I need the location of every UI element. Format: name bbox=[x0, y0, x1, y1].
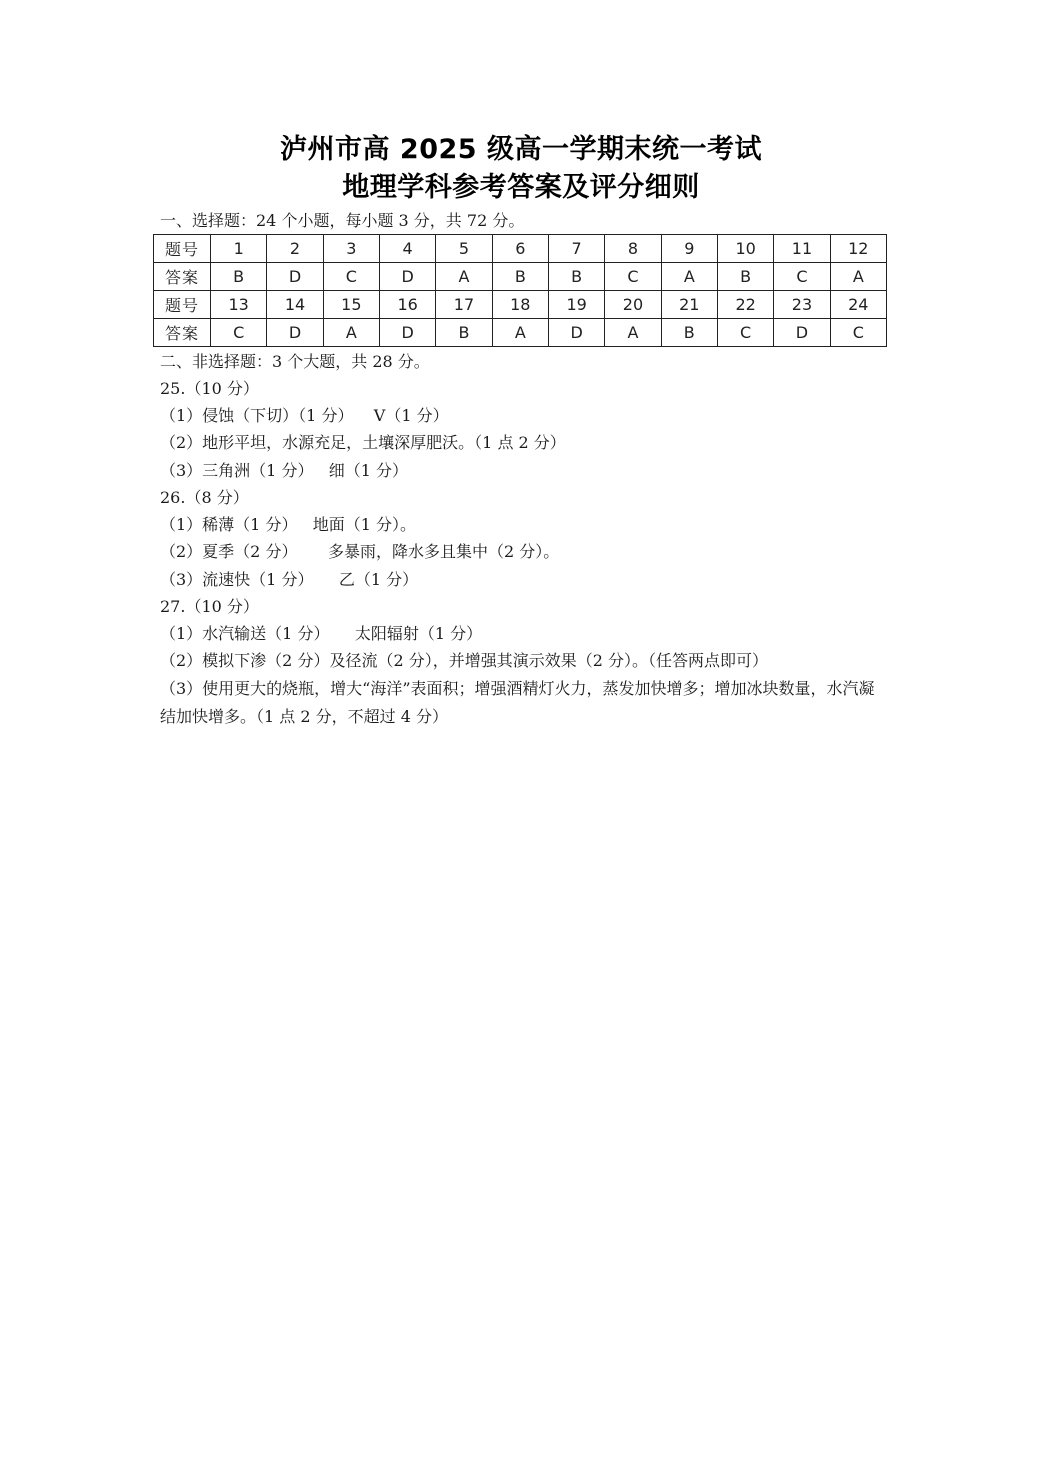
question-number: 20 bbox=[605, 291, 661, 319]
question-number: 24 bbox=[830, 291, 886, 319]
answer-table bbox=[153, 234, 887, 347]
answer-cell: C bbox=[774, 263, 830, 291]
q27-answer-3: （3）使用更大的烧瓶，增大“海洋”表面积；增强酒精灯火力，蒸发加快增多；增加冰块数量，水汽凝结加快增多。（1 点 2 分，不超过 4 分） bbox=[160, 679, 875, 726]
row-label-question: 题号 bbox=[154, 291, 211, 319]
answer-cell: B bbox=[211, 263, 267, 291]
answer-cell: D bbox=[267, 319, 323, 347]
q26-answer-2: （2）夏季（2 分） 多暴雨，降水多且集中（2 分）。 bbox=[160, 542, 560, 561]
table-row-numbers-2 bbox=[154, 291, 887, 319]
answer-cell: C bbox=[830, 319, 886, 347]
answer-cell: C bbox=[211, 319, 267, 347]
question-number: 12 bbox=[830, 235, 886, 263]
question-number: 22 bbox=[717, 291, 773, 319]
answer-cell: B bbox=[492, 263, 548, 291]
question-number: 9 bbox=[661, 235, 717, 263]
answer-cell: D bbox=[379, 319, 435, 347]
answer-cell: A bbox=[830, 263, 886, 291]
q25-answer-1: （1）侵蚀（下切）（1 分） V（1 分） bbox=[160, 406, 449, 425]
question-number: 8 bbox=[605, 235, 661, 263]
answer-cell: A bbox=[323, 319, 379, 347]
answer-cell: C bbox=[323, 263, 379, 291]
table-row-numbers-1 bbox=[154, 235, 887, 263]
row-label-answer: 答案 bbox=[154, 263, 211, 291]
table-row-answers-1 bbox=[154, 263, 887, 291]
question-number: 5 bbox=[436, 235, 492, 263]
answer-cell: D bbox=[267, 263, 323, 291]
answer-cell: A bbox=[436, 263, 492, 291]
section2-heading: 二、非选择题：3 个大题，共 28 分。 bbox=[160, 352, 430, 371]
question-number: 2 bbox=[267, 235, 323, 263]
row-label-answer: 答案 bbox=[154, 319, 211, 347]
answer-cell: B bbox=[548, 263, 604, 291]
q27-heading: 27.（10 分） bbox=[160, 597, 259, 616]
question-number: 11 bbox=[774, 235, 830, 263]
question-number: 6 bbox=[492, 235, 548, 263]
question-number: 15 bbox=[323, 291, 379, 319]
question-number: 10 bbox=[717, 235, 773, 263]
document-title: 泸州市高 2025 级高一学期末统一考试 bbox=[280, 134, 762, 165]
row-label-question: 题号 bbox=[154, 235, 211, 263]
table-row-answers-2 bbox=[154, 319, 887, 347]
question-number: 18 bbox=[492, 291, 548, 319]
q25-heading: 25.（10 分） bbox=[160, 379, 259, 398]
q26-answer-3: （3）流速快（1 分） 乙（1 分） bbox=[160, 570, 419, 589]
question-number: 1 bbox=[211, 235, 267, 263]
question-number: 19 bbox=[548, 291, 604, 319]
question-number: 3 bbox=[323, 235, 379, 263]
question-number: 21 bbox=[661, 291, 717, 319]
answer-cell: B bbox=[661, 319, 717, 347]
answer-cell: C bbox=[605, 263, 661, 291]
question-number: 7 bbox=[548, 235, 604, 263]
q27-answer-2: （2）模拟下渗（2 分）及径流（2 分），并增强其演示效果（2 分）。（任答两点即可） bbox=[160, 651, 768, 670]
answer-cell: A bbox=[661, 263, 717, 291]
answer-cell: D bbox=[548, 319, 604, 347]
q26-answer-1: （1）稀薄（1 分） 地面（1 分）。 bbox=[160, 515, 416, 534]
answer-cell: D bbox=[379, 263, 435, 291]
question-number: 17 bbox=[436, 291, 492, 319]
question-number: 16 bbox=[379, 291, 435, 319]
question-number: 4 bbox=[379, 235, 435, 263]
answer-cell: B bbox=[717, 263, 773, 291]
document-subtitle: 地理学科参考答案及评分细则 bbox=[342, 172, 700, 203]
q27-answer-1: （1）水汽输送（1 分） 太阳辐射（1 分） bbox=[160, 624, 483, 643]
answer-cell: C bbox=[717, 319, 773, 347]
answer-cell: A bbox=[605, 319, 661, 347]
answer-cell: D bbox=[774, 319, 830, 347]
answer-cell: A bbox=[492, 319, 548, 347]
q25-answer-2: （2）地形平坦，水源充足，土壤深厚肥沃。（1 点 2 分） bbox=[160, 433, 566, 452]
section1-heading: 一、选择题：24 个小题，每小题 3 分，共 72 分。 bbox=[160, 211, 525, 230]
question-number: 14 bbox=[267, 291, 323, 319]
q26-heading: 26.（8 分） bbox=[160, 488, 249, 507]
answer-cell: B bbox=[436, 319, 492, 347]
question-number: 23 bbox=[774, 291, 830, 319]
q25-answer-3: （3）三角洲（1 分） 细（1 分） bbox=[160, 461, 408, 480]
question-number: 13 bbox=[211, 291, 267, 319]
